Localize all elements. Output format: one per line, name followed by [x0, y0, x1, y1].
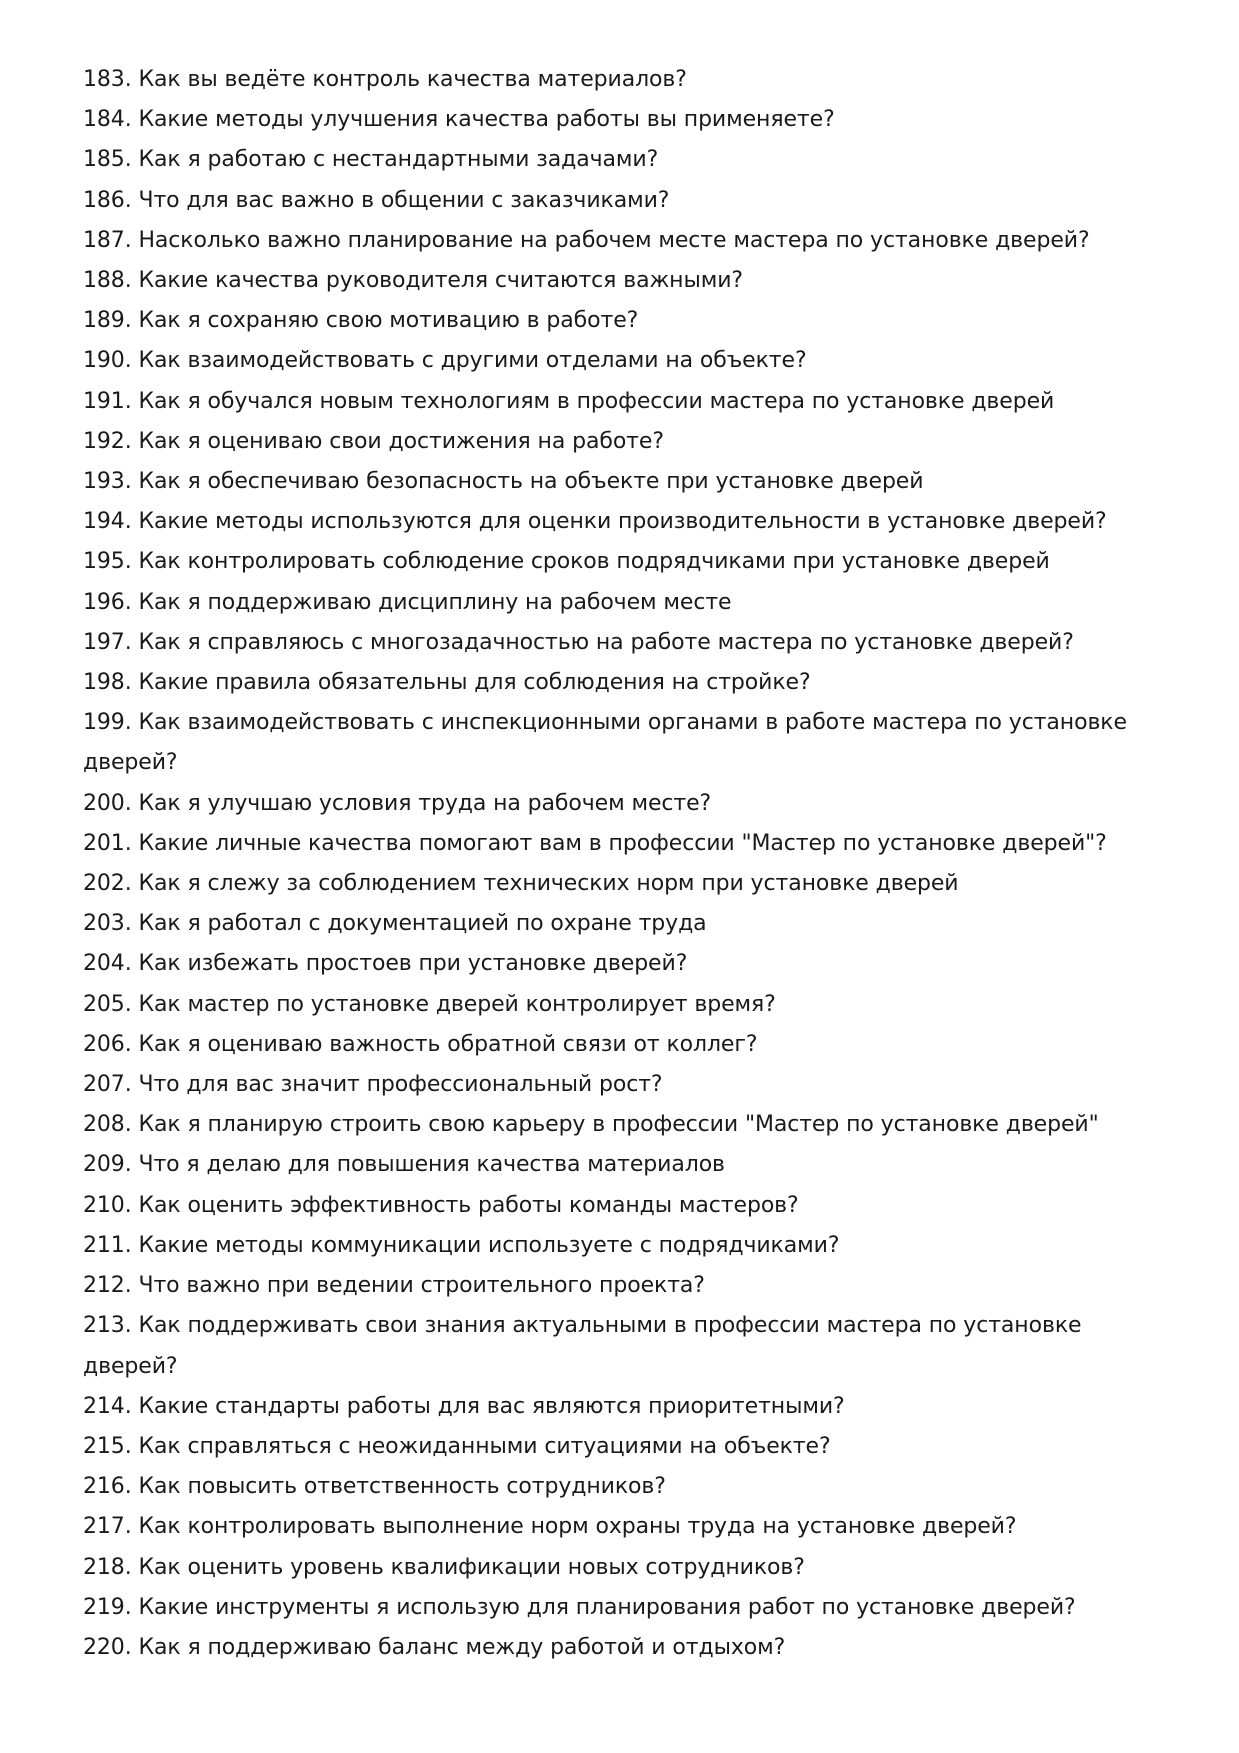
question-item: 188. Какие качества руководителя считаются важными? [83, 268, 743, 294]
question-item: 200. Как я улучшаю условия труда на рабочем месте? [83, 790, 712, 816]
question-item: 205. Как мастер по установке дверей контролирует время? [83, 991, 776, 1017]
question-item: 219. Какие инструменты я использую для планирования работ по установке дверей? [83, 1594, 1076, 1620]
question-item: 195. Как контролировать соблюдение сроков подрядчиками при установке дверей [83, 549, 1050, 575]
question-item: 215. Как справляться с неожиданными ситуациями на объекте? [83, 1433, 831, 1459]
question-item: 202. Как я слежу за соблюдением технических норм при установке дверей [83, 871, 959, 897]
question-item: 186. Что для вас важно в общении с заказчиками? [83, 187, 670, 213]
question-item: 204. Как избежать простоев при установке дверей? [83, 951, 688, 977]
question-item: 220. Как я поддерживаю баланс между работой и отдыхом? [83, 1634, 786, 1660]
question-item: 185. Как я работаю с нестандартными задачами? [83, 147, 659, 173]
question-item: 206. Как я оцениваю важность обратной связи от коллег? [83, 1031, 758, 1057]
question-item: 193. Как я обеспечиваю безопасность на объекте при установке дверей [83, 469, 924, 495]
question-item: 192. Как я оцениваю свои достижения на работе? [83, 428, 664, 454]
question-item: 208. Как я планирую строить свою карьеру в профессии "Мастер по установке дверей" [83, 1112, 1099, 1138]
question-list [83, 60, 1163, 1668]
question-item: 191. Как я обучался новым технологиям в профессии мастера по установке дверей [83, 388, 1055, 414]
question-item: 213. Как поддерживать свои знания актуальными в профессии мастера по установке дверей? [83, 1313, 1082, 1379]
question-item: 212. Что важно при ведении строительного проекта? [83, 1273, 705, 1299]
question-item: 211. Какие методы коммуникации используете с подрядчиками? [83, 1232, 840, 1258]
question-item: 194. Какие методы используются для оценки производительности в установке дверей? [83, 509, 1107, 535]
question-item: 189. Как я сохраняю свою мотивацию в работе? [83, 308, 639, 334]
question-item: 210. Как оценить эффективность работы команды мастеров? [83, 1192, 799, 1218]
question-item: 196. Как я поддерживаю дисциплину на рабочем месте [83, 589, 732, 615]
question-item: 207. Что для вас значит профессиональный рост? [83, 1072, 663, 1098]
question-item: 217. Как контролировать выполнение норм охраны труда на установке дверей? [83, 1514, 1017, 1540]
question-item: 184. Какие методы улучшения качества работы вы применяете? [83, 107, 835, 133]
question-item: 187. Насколько важно планирование на рабочем месте мастера по установке дверей? [83, 227, 1090, 253]
question-item: 197. Как я справляюсь с многозадачностью на работе мастера по установке дверей? [83, 629, 1074, 655]
question-item: 198. Какие правила обязательны для соблюдения на стройке? [83, 670, 811, 696]
question-item: 209. Что я делаю для повышения качества материалов [83, 1152, 725, 1178]
question-item: 190. Как взаимодействовать с другими отделами на объекте? [83, 348, 807, 374]
question-item: 203. Как я работал с документацией по охране труда [83, 911, 707, 937]
question-item: 218. Как оценить уровень квалификации новых сотрудников? [83, 1554, 805, 1580]
question-item: 183. Как вы ведёте контроль качества материалов? [83, 67, 687, 92]
question-item: 214. Какие стандарты работы для вас являются приоритетными? [83, 1393, 845, 1419]
question-item: 216. Как повысить ответственность сотрудников? [83, 1474, 666, 1500]
question-item: 199. Как взаимодействовать с инспекционными органами в работе мастера по установке дверей? [83, 710, 1127, 776]
question-item: 201. Какие личные качества помогают вам в профессии "Мастер по установке дверей"? [83, 830, 1107, 856]
